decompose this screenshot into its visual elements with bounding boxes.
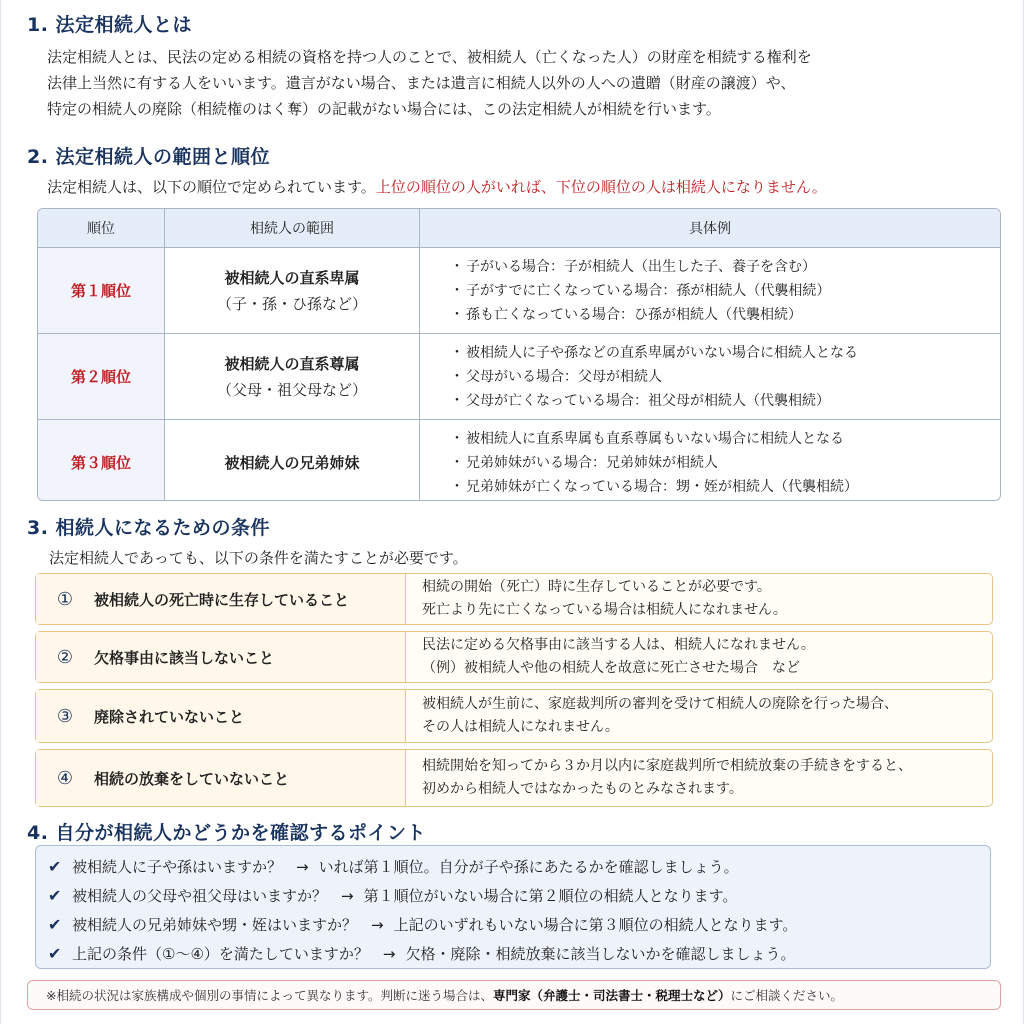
- example-item: ・ 孫も亡くなっている場合：ひ孫が相続人（代襲相続）: [450, 303, 830, 327]
- rank-table-header: [38, 209, 1000, 248]
- condition-desc: 相続の開始（死亡）時に生存していることが必要です。: [422, 579, 771, 595]
- checkpoint-answer: 上記のいずれもいない場合に第３順位の相続人となります。: [393, 916, 798, 934]
- scope-main: 被相続人の直系卑属: [224, 268, 360, 287]
- scope-main: 被相続人の兄弟姉妹: [224, 453, 360, 472]
- checkpoint-item: [48, 910, 990, 939]
- scope-cell: [165, 334, 420, 419]
- condition-item: [35, 631, 993, 683]
- condition-item: [35, 689, 993, 743]
- condition-desc: 死亡より先に亡くなっている場合は相続人になれません。: [422, 602, 787, 618]
- scope-cell: [165, 420, 420, 501]
- example-item: ・ 父母がいる場合：父母が相続人: [450, 365, 858, 389]
- checkpoint-item: [48, 852, 990, 881]
- example-item: ・ 兄弟姉妹がいる場合：兄弟姉妹が相続人: [450, 451, 858, 475]
- header-rank: 順位: [38, 209, 165, 247]
- table-row: [38, 420, 1000, 501]
- footnote-text-end: にご相談ください。: [730, 988, 844, 1003]
- section-2-title: 2. 法定相続人の範囲と順位: [27, 146, 271, 168]
- check-icon: ✔: [48, 915, 62, 934]
- footnote-text: ※相続の状況は家族構成や個別の事情によって異なります。判断に迷う場合は、: [46, 988, 493, 1003]
- checkpoint-item: [48, 881, 990, 910]
- rank-label: 第３順位: [38, 420, 165, 501]
- checkpoint-question: 上記の条件（①～④）を満たしていますか？: [72, 945, 369, 963]
- condition-number: ②: [56, 646, 74, 668]
- scope-main: 被相続人の直系尊属: [224, 354, 360, 373]
- condition-title: 廃除されていないこと: [94, 707, 245, 726]
- section-1-line: 特定の相続人の廃除（相続権のはく奪）の記載がない場合には、この法定相続人が相続を行います。: [47, 100, 721, 118]
- header-scope: 相続人の範囲: [165, 209, 420, 247]
- footnote-experts: 専門家（弁護士・司法書士・税理士など）: [492, 988, 731, 1003]
- condition-desc: 民法に定める欠格事由に該当する人は、相続人になれません。: [422, 637, 815, 653]
- checkpoint-answer: 第１順位がいない場合に第２順位の相続人となります。: [363, 887, 738, 905]
- condition-number: ④: [56, 767, 74, 789]
- example-cell: [420, 248, 1000, 333]
- section-1-line: 法律上当然に有する人をいいます。遺言がない場合、または遺言に相続人以外の人への遺贈（財産の譲渡）や、: [47, 74, 796, 92]
- rank-label: 第１順位: [38, 248, 165, 333]
- condition-item: [35, 749, 993, 807]
- checkpoint-question: 被相続人の兄弟姉妹や甥・姪はいますか？: [72, 916, 358, 934]
- arrow-right-icon: →: [382, 944, 396, 963]
- section-1-body: [47, 44, 993, 122]
- condition-desc: 初めから相続人ではなかったものとみなされます。: [422, 781, 743, 797]
- checkpoint-answer: 欠格・廃除・相続放棄に該当しないかを確認しましょう。: [405, 945, 796, 963]
- section-3-intro: 法定相続人であっても、以下の条件を満たすことが必要です。: [49, 549, 468, 567]
- section-3-title: 3. 相続人になるための条件: [27, 517, 271, 539]
- section-2-intro: [47, 174, 993, 200]
- scope-sub: （父母・祖父母など）: [216, 380, 367, 399]
- example-item: ・ 子がいる場合：子が相続人（出生した子、養子を含む）: [450, 255, 830, 279]
- check-icon: ✔: [48, 886, 62, 905]
- example-cell: [420, 334, 1000, 419]
- condition-title: 欠格事由に該当しないこと: [94, 648, 275, 667]
- example-cell: [420, 420, 1000, 501]
- checkpoint-question: 被相続人の父母や祖父母はいますか？: [72, 887, 328, 905]
- example-item: ・ 子がすでに亡くなっている場合：孫が相続人（代襲相続）: [450, 279, 830, 303]
- condition-title: 相続の放棄をしていないこと: [94, 769, 290, 788]
- section-1-title: 1. 法定相続人とは: [27, 14, 193, 36]
- scope-sub: （子・孫・ひ孫など）: [216, 294, 367, 313]
- check-icon: ✔: [48, 857, 62, 876]
- arrow-right-icon: →: [296, 857, 309, 876]
- condition-number: ③: [56, 705, 74, 727]
- condition-desc: 相続開始を知ってから３か月以内に家庭裁判所で相続放棄の手続きをすると、: [422, 758, 912, 774]
- scope-cell: [165, 248, 420, 333]
- rank-label: 第２順位: [38, 334, 165, 419]
- example-item: ・ 父母が亡くなっている場合：祖父母が相続人（代襲相続）: [450, 389, 858, 413]
- condition-desc: その人は相続人になれません。: [422, 719, 619, 735]
- check-icon: ✔: [48, 944, 62, 963]
- footnote-box: [27, 980, 1001, 1010]
- arrow-right-icon: →: [341, 886, 354, 905]
- arrow-right-icon: →: [371, 915, 384, 934]
- condition-desc: 被相続人が生前に、家庭裁判所の審判を受けて相続人の廃除を行った場合、: [422, 696, 898, 712]
- checkpoints-box: [35, 845, 991, 969]
- section-1-line: 法定相続人とは、民法の定める相続の資格を持つ人のことで、被相続人（亡くなった人）の財産を相続する権利を: [47, 48, 812, 66]
- condition-item: [35, 573, 993, 625]
- example-item: ・ 被相続人に子や孫などの直系卑属がいない場合に相続人となる: [450, 341, 858, 365]
- checkpoint-question: 被相続人に子や孫はいますか？: [72, 858, 283, 876]
- rank-table: [37, 208, 1001, 501]
- conditions-list: [35, 573, 993, 813]
- condition-title: 被相続人の死亡時に生存していること: [94, 590, 350, 609]
- section-4-title: 4. 自分が相続人かどうかを確認するポイント: [27, 822, 427, 844]
- header-example: 具体例: [689, 221, 731, 237]
- condition-number: ①: [56, 588, 74, 610]
- section-2-intro-warning: 上位の順位の人がいれば、下位の順位の人は相続人になりません。: [375, 178, 827, 196]
- section-2-intro-text: 法定相続人は、以下の順位で定められています。: [47, 178, 376, 196]
- condition-desc: （例）被相続人や他の相続人を故意に死亡させた場合 など: [422, 660, 800, 676]
- checkpoint-answer: いれば第１順位。自分が子や孫にあたるかを確認しましょう。: [318, 858, 739, 876]
- example-item: ・ 被相続人に直系卑属も直系尊属もいない場合に相続人となる: [450, 427, 858, 451]
- table-row: [38, 248, 1000, 334]
- checkpoint-item: [48, 939, 990, 968]
- example-item: ・ 兄弟姉妹が亡くなっている場合：甥・姪が相続人（代襲相続）: [450, 475, 858, 499]
- table-row: [38, 334, 1000, 420]
